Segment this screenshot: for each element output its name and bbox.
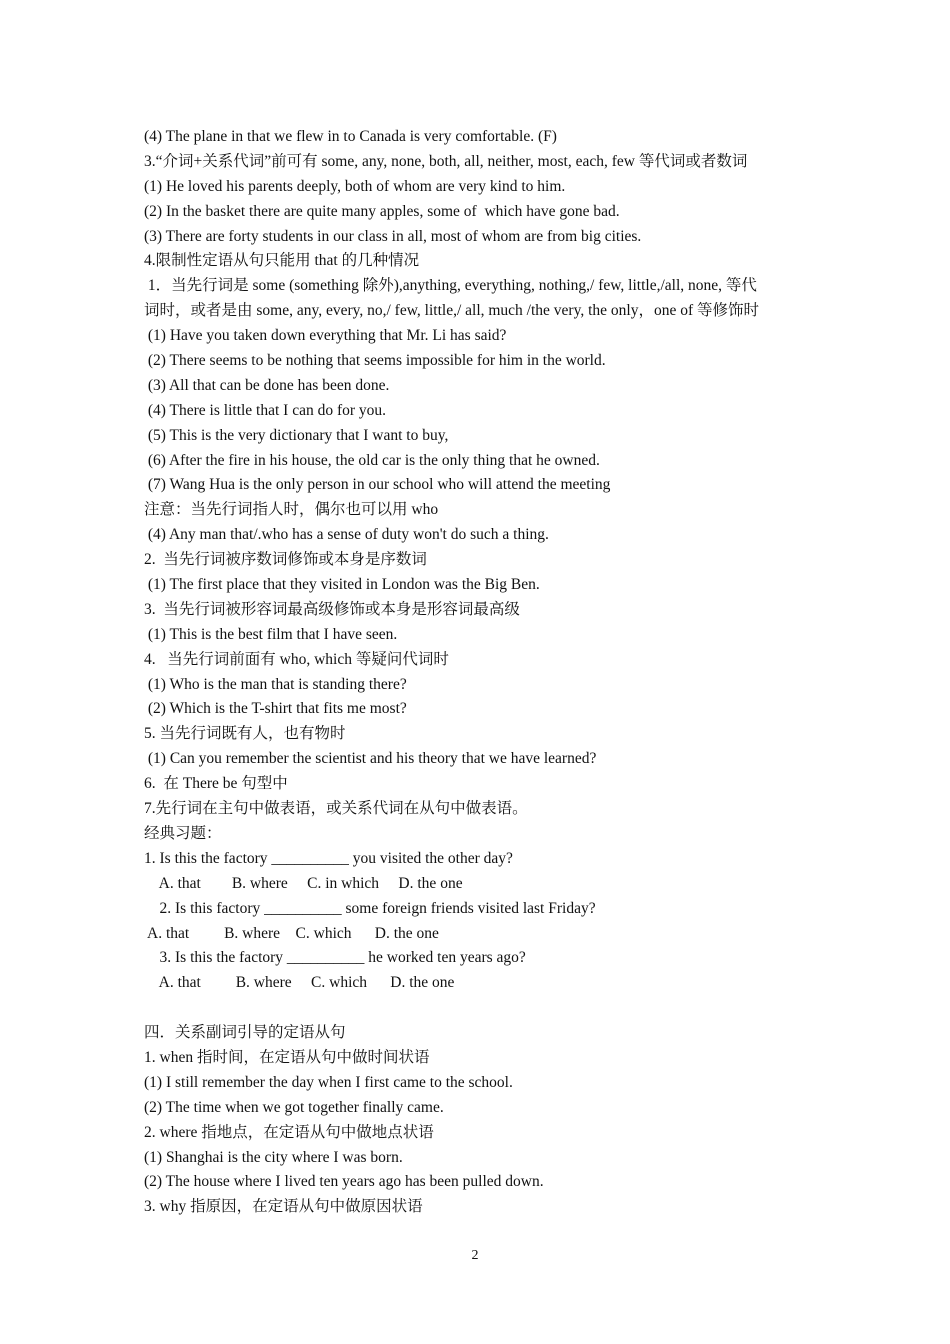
text-line: (3) There are forty students in our class in all, most of whom are from big cities. bbox=[144, 227, 642, 245]
exercise-question: 1. Is this the factory __________ you visited the other day? bbox=[144, 849, 513, 867]
text-line: (2) The house where I lived ten years ago has been pulled down. bbox=[144, 1173, 544, 1191]
rule-heading: 3. 当先行词被形容词最高级修饰或本身是形容词最高级 bbox=[144, 600, 520, 618]
text-line: (1) I still remember the day when I first came to the school. bbox=[144, 1073, 513, 1091]
text-line: 3.“介词+关系代词”前可有 some, any, none, both, all, neither, most, each, few 等代词或者数词 bbox=[144, 152, 748, 170]
text-line: (2) There seems to be nothing that seems impossible for him in the world. bbox=[144, 352, 606, 370]
rule-heading: 7.先行词在主句中做表语，或关系代词在从句中做表语。 bbox=[144, 800, 528, 818]
text-line: (1) Have you taken down everything that Mr. Li has said? bbox=[144, 327, 507, 345]
text-line: (2) In the basket there are quite many apples, some of which have gone bad. bbox=[144, 202, 620, 220]
rule-heading: 3. why 指原因，在定语从句中做原因状语 bbox=[144, 1198, 423, 1216]
exercise-question: 3. Is this the factory __________ he worked ten years ago? bbox=[144, 949, 526, 967]
rule-heading: 6. 在 There be 句型中 bbox=[144, 775, 288, 793]
exercise-options: A. that B. where C. in which D. the one bbox=[144, 874, 463, 892]
rule-heading: 5. 当先行词既有人，也有物时 bbox=[144, 725, 346, 743]
rule-heading: 2. 当先行词被序数词修饰或本身是序数词 bbox=[144, 551, 427, 569]
text-line: (3) All that can be done has been done. bbox=[144, 376, 390, 394]
rule-heading: 4. 当先行词前面有 who, which 等疑问代词时 bbox=[144, 650, 449, 668]
text-line: (1) The first place that they visited in London was the Big Ben. bbox=[144, 576, 540, 594]
rule-heading: 2. where 指地点，在定语从句中做地点状语 bbox=[144, 1123, 434, 1141]
page-number: 2 bbox=[471, 1248, 479, 1263]
rule-heading: 1. when 指时间，在定语从句中做时间状语 bbox=[144, 1048, 430, 1066]
text-line: (6) After the fire in his house, the old car is the only thing that he owned. bbox=[144, 451, 600, 469]
document-body bbox=[144, 125, 814, 1220]
text-line: (5) This is the very dictionary that I want to buy, bbox=[144, 426, 449, 444]
text-line: (1) He loved his parents deeply, both of whom are very kind to him. bbox=[144, 177, 566, 195]
text-line: 1．当先行词是 some (something 除外),anything, everything, nothing,/ few, little,/all, none, 等代 bbox=[144, 277, 757, 295]
text-line: (4) Any man that/.who has a sense of duty won't do such a thing. bbox=[144, 526, 549, 544]
exercise-options: A. that B. where C. which D. the one bbox=[144, 924, 439, 942]
exercise-options: A. that B. where C. which D. the one bbox=[144, 974, 455, 992]
text-line: (7) Wang Hua is the only person in our school who will attend the meeting bbox=[144, 476, 611, 494]
exercise-question: 2. Is this factory __________ some foreign friends visited last Friday? bbox=[144, 899, 596, 917]
blank-line bbox=[144, 996, 814, 1021]
exercise-heading: 经典习题： bbox=[144, 824, 222, 842]
text-line: (1) Shanghai is the city where I was born. bbox=[144, 1148, 403, 1166]
text-line: (1) Who is the man that is standing there? bbox=[144, 675, 407, 693]
section-heading: 4.限制性定语从句只能用 that 的几种情况 bbox=[144, 252, 420, 270]
text-line: (1) Can you remember the scientist and his theory that we have learned? bbox=[144, 750, 597, 768]
text-line: (1) This is the best film that I have seen. bbox=[144, 625, 398, 643]
text-line: (4) The plane in that we flew in to Canada is very comfortable. (F) bbox=[144, 128, 557, 145]
text-line: (2) Which is the T-shirt that fits me most? bbox=[144, 700, 407, 718]
text-line: 词时，或者是由 some, any, every, no,/ few, little,/ all, much /the very, the only，one of 等修饰时 bbox=[144, 302, 759, 320]
note-line: 注意：当先行词指人时，偶尔也可以用 who bbox=[144, 501, 439, 519]
text-line: (4) There is little that I can do for you. bbox=[144, 401, 387, 419]
text-line: (2) The time when we got together finally came. bbox=[144, 1098, 444, 1116]
section-heading: 四．关系副词引导的定语从句 bbox=[144, 1024, 346, 1042]
